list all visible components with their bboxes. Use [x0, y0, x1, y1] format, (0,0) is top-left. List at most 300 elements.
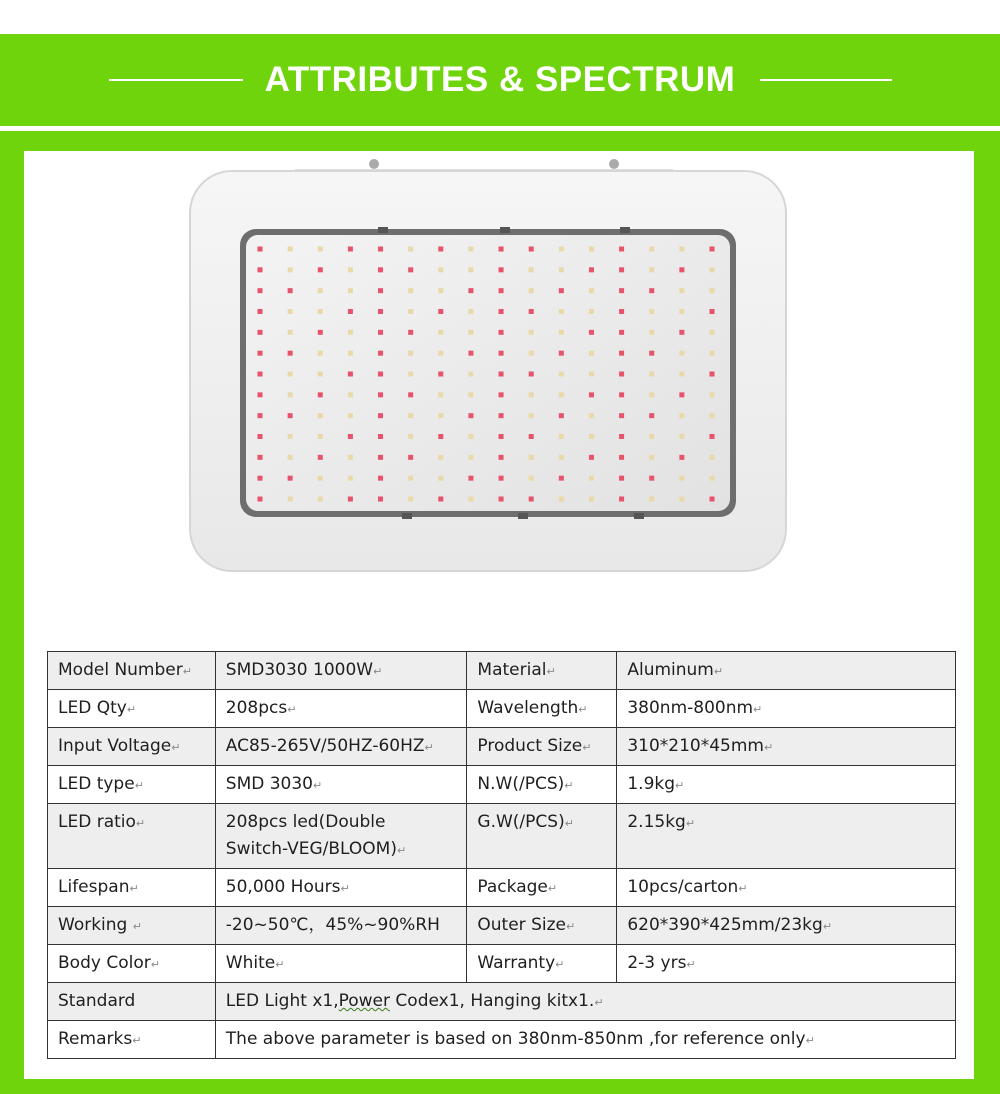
paragraph-mark-icon: ↵: [126, 703, 137, 716]
led-chip: [529, 247, 534, 252]
led-chip: [529, 351, 534, 356]
led-chip: [559, 434, 564, 439]
led-chip: [559, 351, 564, 356]
led-chip: [710, 434, 715, 439]
led-chip: [499, 351, 504, 356]
led-chip: [378, 309, 383, 314]
spec-value: -20~50℃，45%~90%RH: [225, 915, 440, 935]
spec-value-part: LED Light x1,: [225, 991, 339, 1011]
led-chip: [438, 497, 443, 502]
led-chip: [649, 372, 654, 377]
spec-label: Input Voltage: [58, 736, 172, 756]
paragraph-mark-icon: ↵: [547, 882, 558, 895]
spec-value-cell: [215, 983, 955, 1021]
led-chip: [559, 330, 564, 335]
led-chip: [499, 309, 504, 314]
led-chip: [378, 288, 383, 293]
led-chip: [258, 372, 263, 377]
spellcheck-word: Power: [338, 991, 391, 1011]
spec-label-cell: [48, 945, 216, 983]
spec-label-cell: [48, 907, 216, 945]
led-chip: [499, 372, 504, 377]
spec-value: AC85-265V/50HZ-60HZ: [225, 736, 425, 756]
table-row: [48, 869, 956, 907]
led-chip: [468, 413, 473, 418]
led-chip: [348, 267, 353, 272]
led-chip: [318, 330, 323, 335]
led-chip: [619, 434, 624, 439]
led-chip: [438, 351, 443, 356]
spec-value-cell: [215, 728, 467, 766]
paragraph-mark-icon: ↵: [578, 703, 588, 716]
spec-label: Working: [58, 915, 128, 935]
section-title: ATTRIBUTES & SPECTRUM: [264, 60, 736, 99]
led-chip: [348, 309, 353, 314]
led-chip: [468, 455, 473, 460]
led-chip: [649, 497, 654, 502]
led-chip: [529, 309, 534, 314]
led-chip: [408, 497, 413, 502]
table-row: [48, 907, 956, 945]
led-chip: [619, 392, 624, 397]
led-chip: [649, 476, 654, 481]
led-chip: [499, 330, 504, 335]
header-rule-right: [760, 79, 892, 81]
led-chip: [619, 267, 624, 272]
led-chip: [408, 330, 413, 335]
led-chip: [589, 413, 594, 418]
spec-label-cell: [48, 652, 216, 690]
led-chip: [318, 351, 323, 356]
paragraph-mark-icon: ↵: [397, 844, 407, 857]
spec-value: SMD 3030: [225, 774, 313, 794]
table-row: [48, 766, 956, 804]
led-chip: [348, 351, 353, 356]
spec-value: 10pcs/carton: [627, 877, 739, 897]
led-chip: [589, 267, 594, 272]
led-chip: [710, 351, 715, 356]
led-chip: [499, 267, 504, 272]
paragraph-mark-icon: ↵: [738, 882, 748, 895]
led-chip: [589, 434, 594, 439]
spec-label: Wavelength: [477, 698, 579, 718]
led-chip: [649, 455, 654, 460]
led-chip: [348, 413, 353, 418]
led-chip: [499, 434, 504, 439]
led-chip: [348, 455, 353, 460]
led-chip: [589, 247, 594, 252]
led-chip: [499, 497, 504, 502]
led-chip: [679, 476, 684, 481]
led-chip: [288, 413, 293, 418]
paragraph-mark-icon: ↵: [132, 1034, 142, 1047]
led-chip: [288, 247, 293, 252]
paragraph-mark-icon: ↵: [135, 817, 146, 830]
led-chip: [258, 351, 263, 356]
led-chip: [649, 413, 654, 418]
spec-value-cell: [215, 804, 467, 869]
spec-value: White: [225, 953, 276, 973]
led-chip: [619, 372, 624, 377]
led-chip: [468, 372, 473, 377]
spec-value-cell: [617, 766, 956, 804]
led-chip: [408, 392, 413, 397]
led-chip: [589, 392, 594, 397]
led-chip: [378, 392, 383, 397]
spec-label-cell: [467, 869, 617, 907]
spec-label-cell: [467, 728, 617, 766]
led-chip: [378, 372, 383, 377]
spec-value: Aluminum: [627, 660, 714, 680]
led-chip: [529, 434, 534, 439]
led-chip: [559, 497, 564, 502]
led-chip: [438, 288, 443, 293]
spec-label: LED ratio: [58, 812, 136, 832]
led-chip: [529, 455, 534, 460]
spec-value: 50,000 Hours: [225, 877, 341, 897]
led-chip: [649, 288, 654, 293]
led-chip: [589, 288, 594, 293]
led-chip: [408, 288, 413, 293]
led-chip: [408, 372, 413, 377]
led-chip: [348, 330, 353, 335]
led-chip: [468, 267, 473, 272]
led-chip: [258, 247, 263, 252]
header-rule-left: [109, 79, 243, 81]
led-chip: [589, 497, 594, 502]
spec-label-cell: [48, 983, 216, 1021]
spec-value-cell: [617, 728, 956, 766]
led-chip: [378, 434, 383, 439]
led-chip: [619, 288, 624, 293]
spec-value-cell: [215, 1021, 955, 1059]
led-chip: [529, 330, 534, 335]
spec-value-cell: [215, 945, 467, 983]
led-chip: [288, 392, 293, 397]
led-chip: [679, 497, 684, 502]
led-chip: [378, 267, 383, 272]
spec-label-cell: [48, 869, 216, 907]
led-chip: [468, 247, 473, 252]
paragraph-mark-icon: ↵: [822, 920, 833, 933]
led-chip: [499, 392, 504, 397]
table-row: [48, 945, 956, 983]
led-chip: [589, 309, 594, 314]
led-chip: [529, 288, 534, 293]
spec-value: 2-3 yrs: [627, 953, 687, 973]
led-chip: [318, 497, 323, 502]
spec-value-part: Codex1, Hanging kitx1.: [390, 991, 595, 1011]
led-chip: [348, 434, 353, 439]
led-chip: [619, 455, 624, 460]
spec-label: Outer Size: [477, 915, 566, 935]
led-chip: [619, 309, 624, 314]
led-chip: [288, 351, 293, 356]
spec-label-cell: [48, 1021, 216, 1059]
led-chip: [499, 476, 504, 481]
spec-value-cell: [617, 652, 956, 690]
led-chip: [710, 330, 715, 335]
paragraph-mark-icon: ↵: [546, 665, 556, 678]
led-chip: [288, 267, 293, 272]
led-chip: [378, 497, 383, 502]
led-chip: [438, 309, 443, 314]
led-chip: [288, 288, 293, 293]
spec-label: N.W(/PCS): [477, 774, 565, 794]
led-chip: [258, 330, 263, 335]
spec-value: 380nm-800nm: [627, 698, 754, 718]
led-chip: [378, 247, 383, 252]
led-chip: [318, 392, 323, 397]
led-chip: [589, 455, 594, 460]
table-row: [48, 804, 956, 869]
spec-value-cell: [617, 869, 956, 907]
led-chip: [378, 455, 383, 460]
led-chip: [710, 392, 715, 397]
led-chip: [649, 330, 654, 335]
spec-value-cell: [215, 869, 467, 907]
led-chip: [619, 497, 624, 502]
spec-label: LED Qty: [58, 698, 127, 718]
spec-value-cell: [215, 766, 467, 804]
spec-value-cell: [617, 804, 956, 869]
paragraph-mark-icon: ↵: [171, 741, 181, 754]
led-chip: [589, 351, 594, 356]
led-chip: [468, 497, 473, 502]
led-chip: [529, 497, 534, 502]
spec-label-cell: [467, 652, 617, 690]
led-chip: [258, 288, 263, 293]
led-chip: [468, 434, 473, 439]
spec-value: 208pcs: [225, 698, 288, 718]
spec-value-cell: [215, 652, 467, 690]
led-chip: [679, 392, 684, 397]
paragraph-mark-icon: ↵: [685, 817, 696, 830]
led-chip: [348, 288, 353, 293]
spec-label-cell: [467, 907, 617, 945]
spec-label-cell: [467, 804, 617, 869]
spec-label-cell: [467, 690, 617, 728]
led-chip: [529, 372, 534, 377]
led-chip: [258, 392, 263, 397]
led-chip: [710, 288, 715, 293]
paragraph-mark-icon: ↵: [753, 703, 763, 716]
spec-label-cell: [467, 766, 617, 804]
spec-label: Material: [477, 660, 547, 680]
led-chip: [529, 267, 534, 272]
led-chip: [288, 330, 293, 335]
led-chip: [258, 413, 263, 418]
paragraph-mark-icon: ↵: [564, 779, 574, 792]
led-chip: [589, 372, 594, 377]
led-chip: [619, 351, 624, 356]
led-chip: [408, 351, 413, 356]
spec-value: SMD3030 1000W: [225, 660, 374, 680]
led-chip: [649, 247, 654, 252]
led-chip: [438, 476, 443, 481]
led-chip: [649, 267, 654, 272]
led-chip: [468, 309, 473, 314]
led-chip: [288, 497, 293, 502]
led-chip: [619, 413, 624, 418]
led-chip: [288, 476, 293, 481]
paragraph-mark-icon: ↵: [134, 779, 144, 792]
led-chip: [529, 476, 534, 481]
led-chip: [288, 455, 293, 460]
led-chip: [559, 392, 564, 397]
spec-label: Package: [477, 877, 548, 897]
led-chip: [318, 247, 323, 252]
led-chip: [559, 413, 564, 418]
led-chip: [559, 455, 564, 460]
spec-label-cell: [48, 690, 216, 728]
paragraph-mark-icon: ↵: [313, 779, 323, 792]
spec-label: LED type: [58, 774, 135, 794]
led-chip: [589, 476, 594, 481]
led-chip: [649, 309, 654, 314]
spec-label-cell: [48, 766, 216, 804]
led-chip: [258, 309, 263, 314]
led-chip: [499, 247, 504, 252]
led-chip: [318, 413, 323, 418]
led-chip: [499, 413, 504, 418]
led-chip: [679, 372, 684, 377]
spec-label: Standard: [58, 991, 136, 1011]
led-chip: [318, 372, 323, 377]
led-chip: [438, 413, 443, 418]
led-chip: [408, 309, 413, 314]
led-chip: [499, 288, 504, 293]
spec-value-cell: [617, 907, 956, 945]
led-chip: [408, 476, 413, 481]
table-row: [48, 728, 956, 766]
led-chip: [438, 392, 443, 397]
section-header-bar: [0, 34, 1000, 126]
led-chip: [559, 309, 564, 314]
led-chip: [468, 288, 473, 293]
led-chip: [679, 330, 684, 335]
led-chip: [559, 476, 564, 481]
paragraph-mark-icon: ↵: [764, 741, 774, 754]
led-chip: [468, 476, 473, 481]
led-chip: [408, 267, 413, 272]
table-row: [48, 1021, 956, 1059]
led-chip: [710, 372, 715, 377]
led-chip: [318, 455, 323, 460]
spec-label: Remarks: [58, 1029, 133, 1049]
led-chip: [710, 267, 715, 272]
spec-label: Body Color: [58, 953, 151, 973]
led-chip: [649, 434, 654, 439]
spec-label-cell: [48, 728, 216, 766]
paragraph-mark-icon: ↵: [564, 817, 574, 830]
led-chip: [649, 351, 654, 356]
led-chip: [559, 288, 564, 293]
led-chip: [679, 434, 684, 439]
led-chip: [318, 267, 323, 272]
spec-label-cell: [467, 945, 617, 983]
led-chip: [499, 455, 504, 460]
spec-value-cell: [617, 945, 956, 983]
paragraph-mark-icon: ↵: [275, 958, 285, 971]
table-row: [48, 690, 956, 728]
led-chip: [288, 309, 293, 314]
led-chip: [559, 372, 564, 377]
led-chip: [529, 392, 534, 397]
led-chip: [318, 476, 323, 481]
led-chip: [679, 247, 684, 252]
led-chip: [258, 497, 263, 502]
led-chip: [710, 455, 715, 460]
spec-value-line-1: 208pcs led(Double: [225, 812, 386, 832]
led-chip: [468, 392, 473, 397]
paragraph-mark-icon: ↵: [805, 1034, 815, 1047]
led-chip: [438, 434, 443, 439]
spec-value: The above parameter is based on 380nm-850nm ,for reference only: [225, 1029, 806, 1049]
led-chip: [408, 413, 413, 418]
paragraph-mark-icon: ↵: [686, 958, 696, 971]
led-chip: [348, 497, 353, 502]
led-chip: [348, 247, 353, 252]
led-chip: [408, 434, 413, 439]
table-row: [48, 652, 956, 690]
led-chip: [710, 497, 715, 502]
spec-label: Model Number: [58, 660, 183, 680]
spec-value-cell: [617, 690, 956, 728]
led-chip: [438, 372, 443, 377]
paragraph-mark-icon: ↵: [594, 996, 604, 1009]
paragraph-mark-icon: ↵: [129, 882, 139, 895]
spec-value: 620*390*425mm/23kg: [627, 915, 823, 935]
led-chip: [408, 455, 413, 460]
led-chip: [589, 330, 594, 335]
spec-table: [47, 651, 956, 1059]
led-chip: [378, 351, 383, 356]
led-chip: [258, 267, 263, 272]
led-chip: [438, 247, 443, 252]
content-frame: [0, 131, 1000, 1094]
led-chip: [318, 309, 323, 314]
led-chip: [559, 267, 564, 272]
paragraph-mark-icon: ↵: [150, 958, 160, 971]
paragraph-mark-icon: ↵: [287, 703, 297, 716]
led-chip: [258, 476, 263, 481]
led-chip: [318, 434, 323, 439]
led-chip: [710, 309, 715, 314]
led-chip: [408, 247, 413, 252]
led-chip: [710, 476, 715, 481]
led-chip: [288, 434, 293, 439]
spec-value-line-2: Switch-VEG/BLOOM): [225, 839, 397, 859]
led-chip: [710, 247, 715, 252]
led-chip: [679, 351, 684, 356]
paragraph-mark-icon: ↵: [565, 920, 576, 933]
led-chip: [378, 476, 383, 481]
led-chip: [679, 413, 684, 418]
paragraph-mark-icon: ↵: [182, 665, 192, 678]
spec-label: Product Size: [477, 736, 583, 756]
led-chip: [438, 330, 443, 335]
paragraph-mark-icon: ↵: [424, 741, 434, 754]
paragraph-mark-icon: ↵: [373, 665, 383, 678]
table-row: [48, 983, 956, 1021]
spec-value: 1.9kg: [627, 774, 676, 794]
spec-value-cell: [215, 907, 467, 945]
led-chip: [318, 288, 323, 293]
led-grow-light-image: [184, 159, 814, 589]
paragraph-mark-icon: ↵: [675, 779, 685, 792]
led-chip: [649, 392, 654, 397]
